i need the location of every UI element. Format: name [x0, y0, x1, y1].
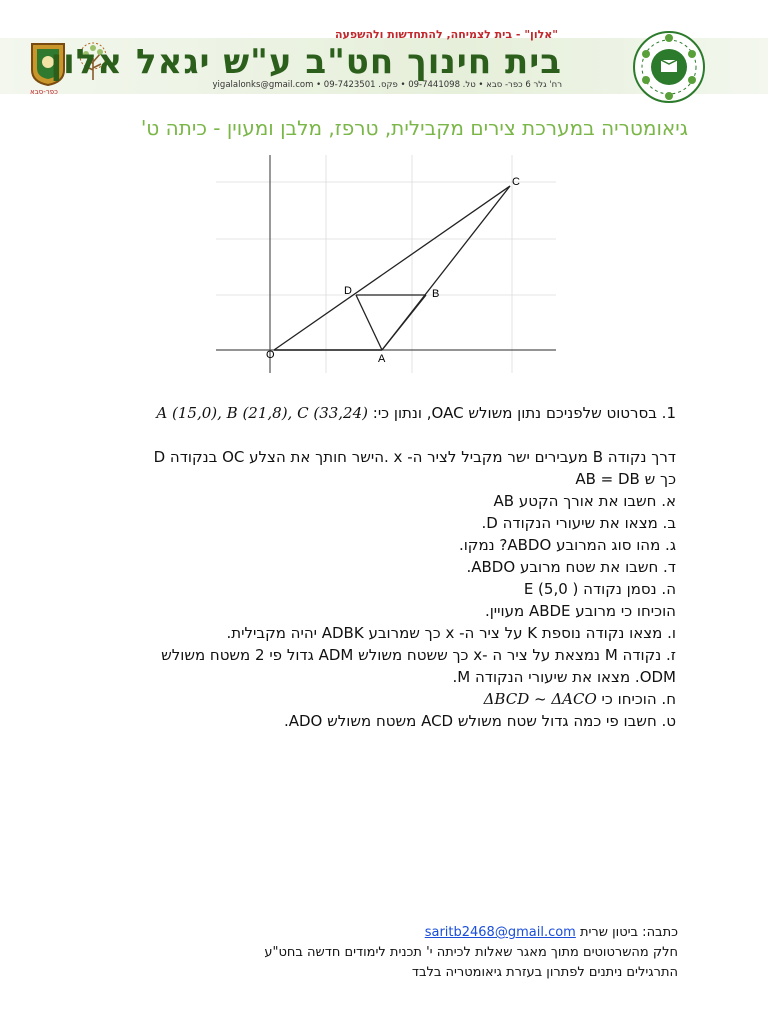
question-item-h-cont: הוכיחו כי מרובע ABDE מעויין.	[484, 602, 676, 620]
point-label-b: B	[432, 288, 440, 300]
segment-ab	[382, 295, 426, 350]
question-item-z-cont: ODM. מצאו את שיעורי הנקודה M.	[452, 668, 676, 686]
school-name: בית חינוך חט"ב ע"ש יגאל אלון	[50, 42, 562, 82]
footer-line-2: חלק מהשרטוטים מתוך מאגר שאלות לכיתה י' תכנית לימודים חדשה בחט"ע	[264, 945, 678, 960]
author-email-link[interactable]: saritb2468@gmail.com	[424, 925, 576, 940]
point-label-o: O	[266, 349, 275, 361]
question-line-2: דרך נקודה B מעבירים ישר מקביל לציר ה- x .הישר חותך את הצלע OC בנקודה D	[153, 448, 676, 466]
question-item-d: ד. חשבו את שטח מרובע ABDO.	[466, 558, 676, 576]
city-label: כפר-סבא	[30, 88, 58, 96]
question-item-a: א. חשבו את אורך הקטע AB	[493, 492, 676, 510]
question-item-v: ו. מצאו נקודה נוספת K על ציר ה- x כך שמרובע ADBK יהיה מקבילית.	[226, 624, 676, 642]
school-header	[0, 28, 768, 106]
question-item-h: ה. נסמן נקודה ( E (5,0	[523, 580, 676, 598]
similarity-statement: ΔBCD ~ ΔACO	[483, 690, 597, 708]
segment-ad	[356, 295, 382, 350]
question-line-3: כך ש AB = DB	[575, 470, 676, 488]
footer	[120, 923, 678, 983]
question-intro-text: 1. בסרטוט שלפניכם נתון משולש OAC, ונתון כי:	[372, 404, 676, 422]
school-logo-icon	[632, 30, 706, 104]
question-intro	[80, 402, 676, 424]
author-label: כתבה: ביטון שרית	[579, 925, 678, 940]
segment-oc	[274, 186, 510, 350]
footer-line-3: התרגילים ניתנים לפתרון בעזרת גיאומטריה בלבד	[411, 965, 678, 980]
given-points: A (15,0), B (21,8), C (33,24)	[156, 404, 368, 422]
point-label-d: D	[344, 285, 352, 297]
point-label-a: A	[378, 353, 386, 365]
footer-author-line	[120, 923, 678, 943]
question-item-z: ז. נקודה M נמצאת על ציר ה -x כך ששטח משולש ADM גדול פי 2 משטח משולש	[161, 646, 676, 664]
point-label-c: C	[512, 176, 520, 188]
question-item-b: ב. מצאו את שיעורי הנקודה D.	[481, 514, 676, 532]
page-title: גיאומטריה במערכת צירים מקבילית, טרפז, מלבן ומעוין - כיתה ט'	[140, 116, 688, 140]
question-item-het	[80, 688, 676, 710]
school-slogan: "אלון" - בית לצמיחה, להתחדשות ולהשפעה	[334, 28, 558, 41]
question-item-g: ג. מהו סוג המרובע ABDO? נמקו.	[458, 536, 676, 554]
school-contact: רח' גלר 6 כפר- סבא • טל. 09-7441098 • פקס. 09-7423501 • yigalalonks@gmail.com	[212, 80, 562, 90]
geometry-diagram	[216, 155, 556, 373]
question-body	[80, 402, 676, 732]
question-item-tet: ט. חשבו פי כמה גדול שטח משולש ACD משטח משולש ADO.	[283, 712, 676, 730]
question-item-het-text: ח. הוכיחו כי	[601, 690, 676, 708]
